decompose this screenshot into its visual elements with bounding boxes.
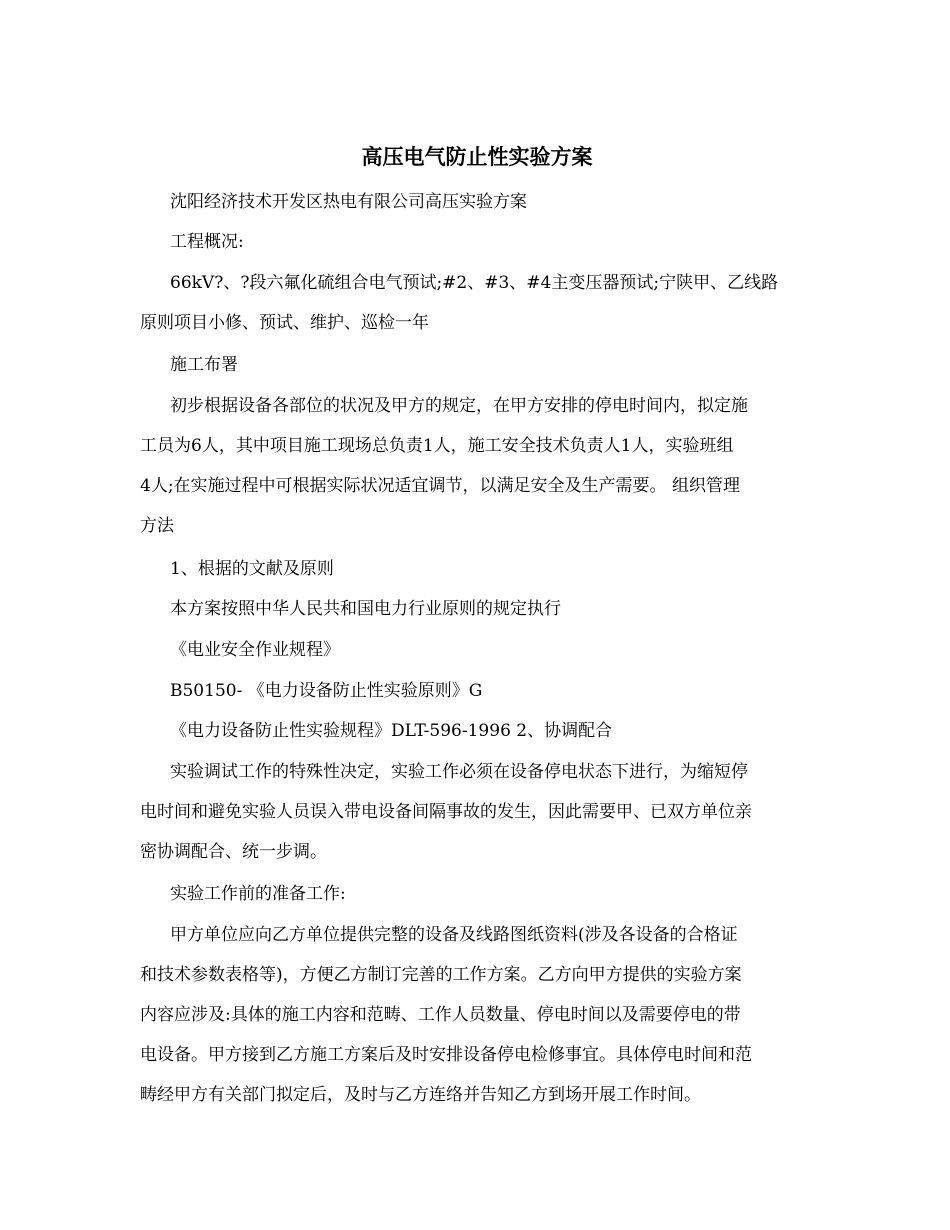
document-title: 高压电气防止性实验方案 — [361, 144, 593, 169]
paragraph-coordination — [140, 752, 814, 872]
text-line: 甲方单位应向乙方单位提供完整的设备及线路图纸资料(涉及各设备的合格证 — [170, 925, 738, 945]
text-line: 电设备。甲方接到乙方施工方案后及时安排设备停电检修事宜。具体停电时间和范 — [140, 1045, 752, 1065]
text-line: 1、根据的文献及原则 — [170, 559, 334, 579]
text-line: 电时间和避免实验人员误入带电设备间隔事故的发生，因此需要甲、已双方单位亲 — [140, 802, 752, 822]
text-line: 和技术参数表格等)，方便乙方制订完善的工作方案。乙方向甲方提供的实验方案 — [140, 965, 742, 985]
text-line: 密协调配合、统一步调。 — [140, 842, 327, 862]
text-line: 初步根据设备各部位的状况及甲方的规定，在甲方安排的停电时间内，拟定施 — [170, 396, 748, 416]
paragraph-test-regulation — [140, 711, 814, 751]
paragraph-reference-statement — [140, 589, 814, 629]
paragraph-company-plan — [140, 182, 814, 222]
paragraph-preparation-heading — [140, 874, 814, 914]
paragraph-standard-code — [140, 671, 814, 711]
paragraph-construction-deployment — [140, 386, 814, 546]
text-line: 工程概况: — [170, 232, 244, 252]
text-line: 原则项目小修、预试、维护、巡检一年 — [140, 313, 429, 333]
text-line: B50150- 《电力设备防止性实验原则》G — [170, 681, 483, 701]
paragraph-project-overview-heading — [140, 222, 814, 262]
paragraph-preparation-details — [140, 915, 814, 1115]
paragraph-project-overview — [140, 263, 814, 343]
text-line: 内容应涉及:具体的施工内容和范畴、工作人员数量、停电时间以及需要停电的带 — [140, 1005, 741, 1025]
paragraph-reference-heading — [140, 549, 814, 589]
text-line: 实验工作前的准备工作: — [170, 884, 346, 904]
paragraph-safety-rule — [140, 630, 814, 670]
text-line: 方法 — [140, 516, 174, 536]
text-line: 4人;在实施过程中可根据实际状况适宜调节，以满足安全及生产需要。 组织管理 — [140, 476, 740, 496]
text-line: 工员为6人，其中项目施工现场总负责1人，施工安全技术负责人1人，实验班组 — [140, 436, 734, 456]
text-line: 实验调试工作的特殊性决定，实验工作必须在设备停电状态下进行，为缩短停 — [170, 762, 748, 782]
text-line: 畴经甲方有关部门拟定后，及时与乙方连络并告知乙方到场开展工作时间。 — [140, 1085, 701, 1105]
paragraph-construction-deployment-heading — [140, 345, 814, 385]
text-line: 沈阳经济技术开发区热电有限公司高压实验方案 — [170, 192, 527, 212]
text-line: 《电力设备防止性实验规程》DLT-596-1996 2、协调配合 — [170, 721, 613, 741]
text-line: 本方案按照中华人民共和国电力行业原则的规定执行 — [170, 599, 561, 619]
text-line: 66kV?、?段六氟化硫组合电气预试;#2、#3、#4主变压器预试;宁陕甲、乙线路 — [170, 273, 779, 293]
text-line: 《电业安全作业规程》 — [170, 640, 340, 660]
text-line: 施工布署 — [170, 355, 238, 375]
